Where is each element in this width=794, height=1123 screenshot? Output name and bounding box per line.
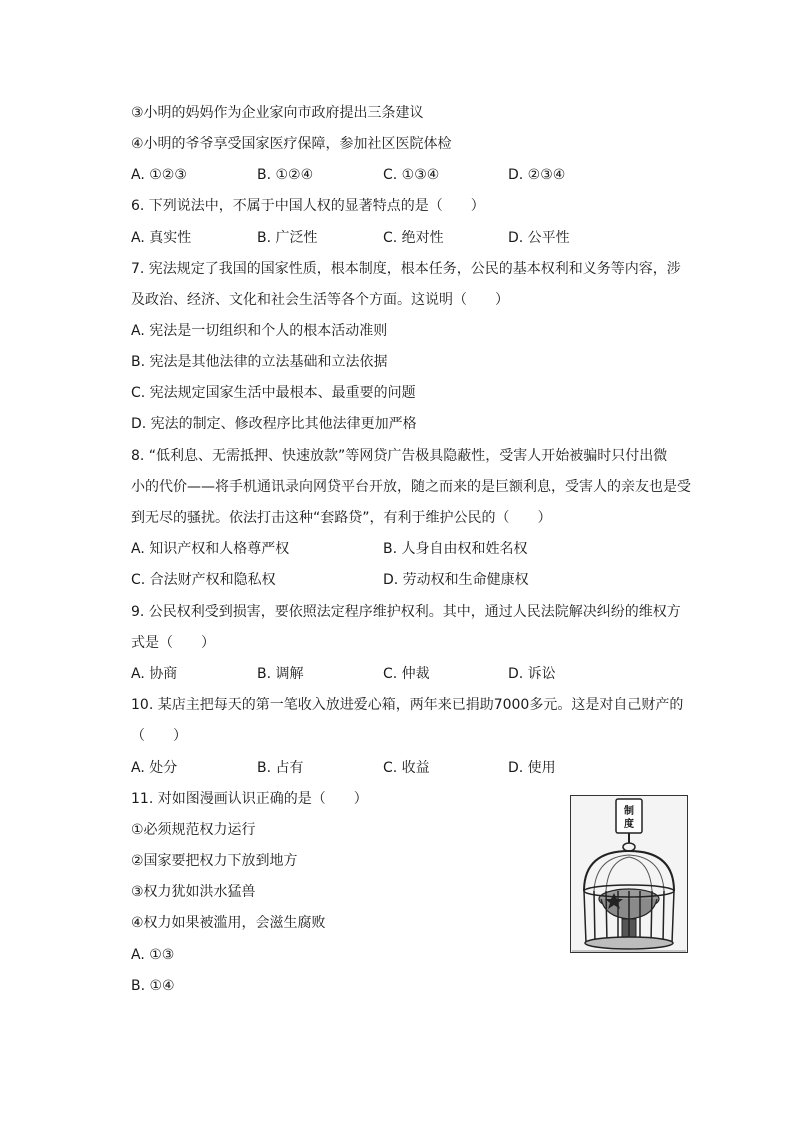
q7-stem-line-2: 及政治、经济、文化和社会生活等各个方面。这说明（ ） [131,292,509,308]
q8-option-a: A. 知识产权和人格尊严权 [131,541,290,557]
q11-option-b: B. ①④ [131,978,175,994]
q11-option-a: A. ①③ [131,947,175,963]
q9-option-b: B. 调解 [257,666,304,682]
q9-stem-line-2: 式是（ ） [131,635,215,651]
q5-item-4: ④小明的爷爷享受国家医疗保障，参加社区医院体检 [131,136,452,152]
q7-option-c: C. 宪法规定国家生活中最根本、最重要的问题 [131,385,416,401]
q7-stem-line-1: 7. 宪法规定了我国的国家性质，根本制度，根本任务，公民的基本权利和义务等内容，涉 [131,261,681,277]
q6-option-a: A. 真实性 [131,230,192,246]
q7-option-b: B. 宪法是其他法律的立法基础和立法依据 [131,354,388,370]
q8-option-c: C. 合法财产权和隐私权 [131,572,276,588]
q9-option-d: D. 诉讼 [508,666,556,682]
q5-option-a: A. ①②③ [131,167,187,183]
q10-stem-line-1: 10. 某店主把每天的第一笔收入放进爱心箱，两年来已捐助7000多元。这是对自己财产的 [131,697,684,713]
q7-option-d: D. 宪法的制定、修改程序比其他法律更加严格 [131,416,417,432]
q8-stem-line-2: 小的代价——将手机通讯录向网贷平台开放，随之而来的是巨额利息，受害人的亲友也是受 [131,479,691,495]
q11-item-3: ③权力犹如洪水猛兽 [131,884,256,900]
q5-option-d: D. ②③④ [508,167,566,183]
q5-item-3: ③小明的妈妈作为企业家向市政府提出三条建议 [131,105,424,121]
q6-stem: 6. 下列说法中，不属于中国人权的显著特点的是（ ） [131,198,485,214]
cage-tag-char-1: 制 [624,806,634,817]
q9-option-c: C. 仲裁 [383,666,430,682]
q10-option-b: B. 占有 [257,760,304,776]
q8-stem-line-1: 8. “低利息、无需抵押、快速放款”等网贷广告极具隐蔽性，受害人开始被骗时只付出微 [131,448,668,464]
q10-stem-line-2: （ ） [131,728,187,744]
cartoon-power-cage-image [570,795,688,953]
q6-option-c: C. 绝对性 [383,230,444,246]
q5-option-c: C. ①③④ [383,167,440,183]
q8-option-b: B. 人身自由权和姓名权 [383,541,528,557]
q8-stem-line-3: 到无尽的骚扰。依法打击这种“套路贷”，有利于维护公民的（ ） [131,510,552,526]
q6-option-d: D. 公平性 [508,230,570,246]
q9-option-a: A. 协商 [131,666,178,682]
q11-stem: 11. 对如图漫画认识正确的是（ ） [131,791,368,807]
q8-option-d: D. 劳动权和生命健康权 [383,572,529,588]
q10-option-d: D. 使用 [508,760,556,776]
q5-option-b: B. ①②④ [257,167,314,183]
q11-item-2: ②国家要把权力下放到地方 [131,853,298,869]
q7-option-a: A. 宪法是一切组织和个人的根本活动准则 [131,323,388,339]
q10-option-a: A. 处分 [131,760,178,776]
q10-option-c: C. 收益 [383,760,430,776]
q11-item-4: ④权力如果被滥用，会滋生腐败 [131,915,326,931]
q6-option-b: B. 广泛性 [257,230,318,246]
q9-stem-line-1: 9. 公民权利受到损害，要依照法定程序维护权利。其中，通过人民法院解决纠纷的维权方 [131,604,681,620]
q11-item-1: ①必须规范权力运行 [131,822,256,838]
cage-tag-char-2: 度 [624,819,634,830]
